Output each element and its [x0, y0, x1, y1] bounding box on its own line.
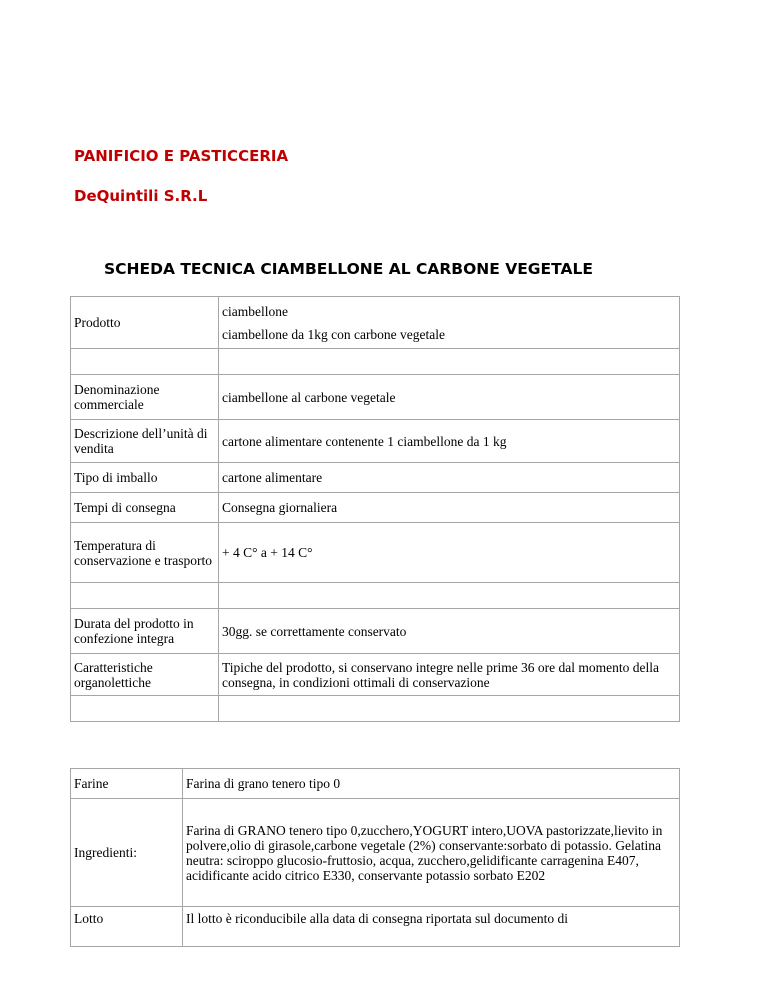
table-row: [71, 375, 680, 420]
spec-value: cartone alimentare: [219, 463, 680, 493]
table-row: [71, 349, 680, 375]
ingredients-table: [70, 768, 680, 947]
table-row: [71, 463, 680, 493]
company-legal-name: DeQuintili S.R.L: [74, 187, 208, 205]
table-row: [71, 523, 680, 583]
spec-label: Tempi di consegna: [71, 493, 219, 523]
ingredients-value: Il lotto è riconducibile alla data di consegna riportata sul documento di: [183, 907, 680, 947]
table-row: [71, 297, 680, 349]
table-row: [71, 493, 680, 523]
spec-label: Denominazione commerciale: [71, 375, 219, 420]
spec-label: Prodotto: [71, 297, 219, 349]
spec-value-line: ciambellone da 1kg con carbone vegetale: [222, 326, 446, 342]
ingredients-label: Lotto: [71, 907, 183, 947]
spec-value: cartone alimentare contenente 1 ciambellone da 1 kg: [219, 420, 680, 463]
table-row: [71, 769, 680, 799]
spec-value: [219, 583, 680, 609]
spec-table: [70, 296, 680, 722]
table-row: [71, 609, 680, 654]
spec-value: Consegna giornaliera: [219, 493, 680, 523]
spec-label: [71, 696, 219, 722]
table-row: [71, 654, 680, 696]
table-row: [71, 420, 680, 463]
spec-label: Tipo di imballo: [71, 463, 219, 493]
table-row: [71, 696, 680, 722]
spec-value-line: ciambellone: [222, 303, 288, 319]
ingredients-value: Farina di grano tenero tipo 0: [183, 769, 680, 799]
spec-value: Tipiche del prodotto, si conservano integre nelle prime 36 ore dal momento della consegna, in condizioni ottimali di conservazione: [219, 654, 680, 696]
company-name: PANIFICIO E PASTICCERIA: [74, 147, 289, 165]
spec-value: 30gg. se correttamente conservato: [219, 609, 680, 654]
spec-label: Durata del prodotto in confezione integra: [71, 609, 219, 654]
table-row: [71, 799, 680, 907]
spec-value: [219, 696, 680, 722]
table-row: [71, 907, 680, 947]
spec-label: Temperatura di conservazione e trasporto: [71, 523, 219, 583]
ingredients-label: Ingredienti:: [71, 799, 183, 907]
spec-label: [71, 349, 219, 375]
spec-value: ciambellone al carbone vegetale: [219, 375, 680, 420]
spec-value: [219, 349, 680, 375]
document-title: SCHEDA TECNICA CIAMBELLONE AL CARBONE VEGETALE: [104, 260, 593, 278]
spec-value: [219, 297, 680, 349]
spec-label: Descrizione dell’unità di vendita: [71, 420, 219, 463]
spec-label: Caratteristiche organolettiche: [71, 654, 219, 696]
ingredients-value: Farina di GRANO tenero tipo 0,zucchero,YOGURT intero,UOVA pastorizzate,lievito in polvere,olio di girasole,carbone vegetale (2%) conservante:sorbato di potassio. Gelatina neutra: sciroppo glucosio-fruttosio, acqua, zucchero,gelidificante carragenina E407, acidificante acido citrico E330, conservante potassio sorbato E202: [183, 799, 680, 907]
table-row: [71, 583, 680, 609]
spec-value: + 4 C° a + 14 C°: [219, 523, 680, 583]
ingredients-label: Farine: [71, 769, 183, 799]
spec-label: [71, 583, 219, 609]
